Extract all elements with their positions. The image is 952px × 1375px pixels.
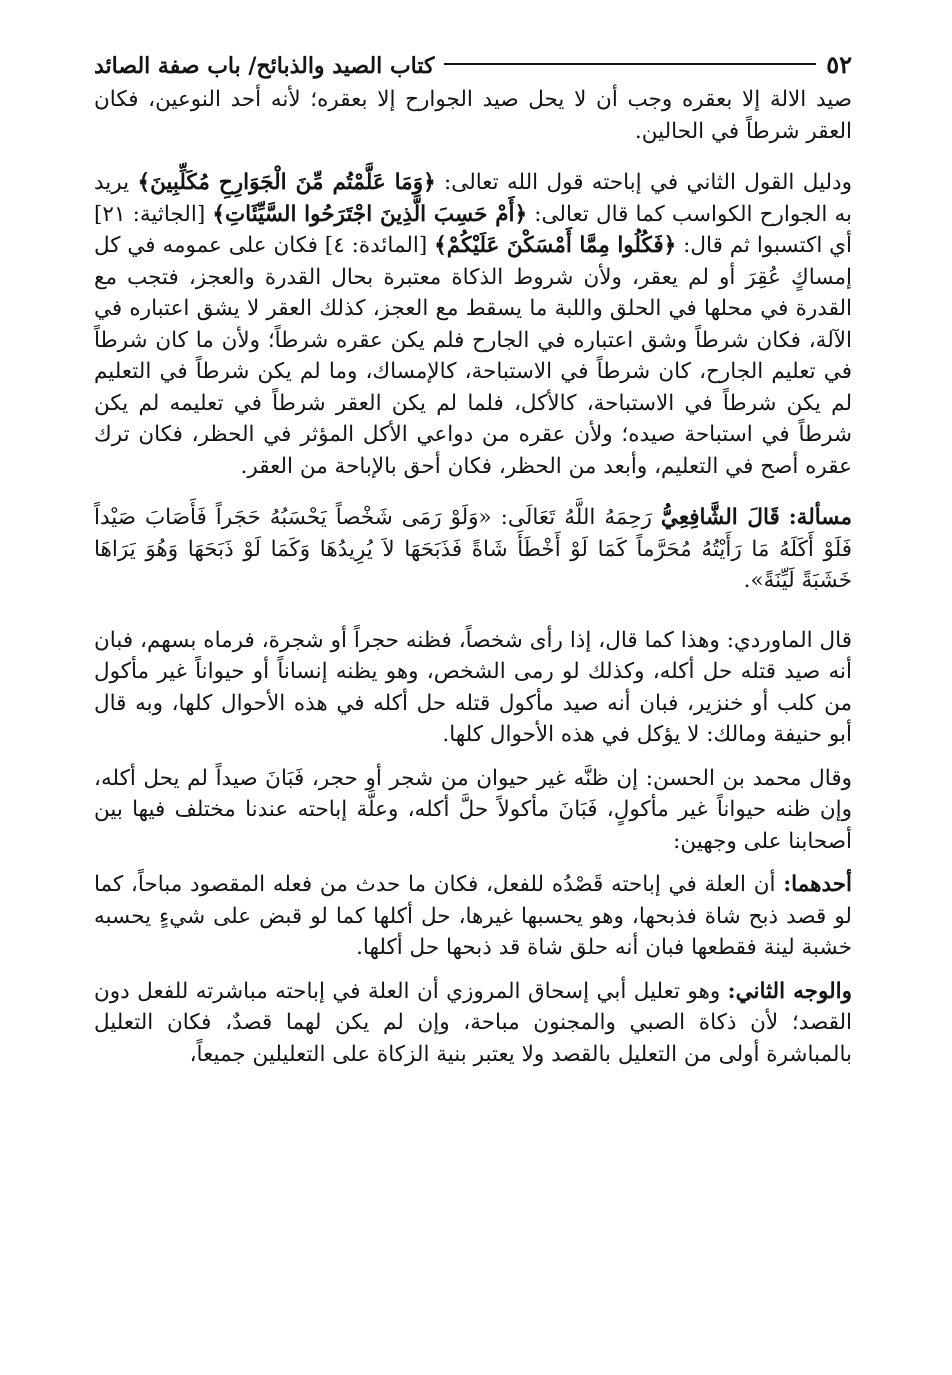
- p2-part-d: [المائدة: ٤] فكان على عمومه في كل إمساكٍ عُقِرَ أو لم يعقر، ولأن شروط الذكاة معتبرة بحال القدرة والعجز، فتجب مع القدرة في محلها في الحلق واللبة ما يسقط مع العجز، كذلك العقر لا يشق اعتباره في الآلة، فكان شرطاً وشق اعتباره في الجارح فلم يكن عقره شرطاً؛ ولأن ما كان شرطاً في تعليم الجارح، كان شرطاً في الاستباحة، كالإمساك، وما لم يكن شرطاً في التعليم لم يكن شرطاً في الاستباحة، كالأكل، فلما لم يكن العقر شرطاً في تعليمه لم يكن شرطاً في استباحة صيده؛ ولأن عقره من دواعي الأكل المؤثر في الحظر، فكان ترك عقره أصح في التعليم، وأبعد من الحظر، فكان أحق بالإباحة من العقر.: [94, 233, 852, 479]
- first-aspect-label: أحدهما:: [783, 872, 852, 897]
- paragraph-1-text: صيد الالة إلا بعقره وجب أن لا يحل صيد الجوارح إلا بعقره؛ لأنه أحد النوعين، فكان العقر شرطاً في الحالين.: [94, 87, 852, 144]
- p2-part-c: [الجاثية: ٢١] أي اكتسبوا ثم قال:: [94, 201, 852, 258]
- paragraph-5: [94, 763, 852, 858]
- paragraph-5-text: وقال محمد بن الحسن: إن ظنَّه غير حيوان من شجر أو حجر، فَبَانَ صيداً لم يحل أكله، وإن ظنه حيواناً غير مأكولٍ، فَبَانَ مأكولاً حلَّ أكله، وعلَّة إباحته عندنا مختلف فيها بين أصحابنا على وجهين:: [94, 765, 852, 854]
- quran-verse-3: ﴿فَكُلُوا مِمَّا أَمْسَكْنَ عَلَيْكُمْ﴾: [434, 233, 677, 258]
- paragraph-1: [94, 84, 852, 147]
- second-aspect-text: وهو تعليل أبي إسحاق المروزي أن العلة في إباحته مباشرته للفعل دون القصد؛ لأن ذكاة الصبي والمجنون مباحة، وإن لم يكن لهما قصدٌ، فكان التعليل بالمباشرة أولى من التعليل بالقصد ولا يعتبر بنية الزكاة على التعليلين جميعاً،: [94, 978, 852, 1067]
- page-header: [94, 50, 852, 84]
- first-aspect-text: أن العلة في إباحته قَصْدُه للفعل، فكان ما حدث من فعله المقصود مباحاً، كما لو قصد ذبح شاة فذبحها، وهو يحسبها غيرها، حل أكلها كما لو قبض على شيءٍ يحسبه خشبة لينة فقطعها فبان أنه حلق شاة قد ذبحها حل أكلها.: [94, 872, 852, 960]
- running-title: كتاب الصيد والذبائح/ باب صفة الصائد: [94, 53, 435, 79]
- paragraph-2: [94, 167, 852, 482]
- paragraph-6: [94, 869, 852, 964]
- paragraph-4-text: قال الماوردي: وهذا كما قال، إذا رأى شخصاً، فظنه حجراً أو شجرة، فرماه بسهم، فبان أنه صيد قتله حل أكله، وكذلك لو رمى الشخص، وهو يظنه إنساناً أو حيواناً غير مأكول من كلب أو خنزير، فبان أنه صيد مأكول قتله حل أكله في هذه الأحوال كلها، وبه قال أبو حنيفة ومالك: لا يؤكل في هذه الأحوال كلها.: [94, 627, 852, 747]
- header-rule: [444, 63, 816, 65]
- page-number: ٥٢: [826, 50, 852, 79]
- shafii-name: قَالَ الشَّافِعِيُّ: [660, 505, 780, 530]
- p2-part-b: يريد به الجوارح الكواسب كما قال تعالى:: [94, 170, 852, 227]
- quran-verse-2: ﴿أَمْ حَسِبَ الَّذِينَ اجْتَرَحُوا السَّيِّئَاتِ﴾: [212, 201, 528, 227]
- paragraph-3-masala: [94, 502, 852, 597]
- quran-verse-1: ﴿وَمَا عَلَّمْتُم مِّنَ الْجَوَارِحِ مُكَلِّبِينَ﴾: [137, 170, 436, 195]
- p2-part-a: ودليل القول الثاني في إباحته قول الله تعالى:: [444, 170, 853, 195]
- second-aspect-label: والوجه الثاني:: [727, 978, 852, 1004]
- masala-label: مسألة:: [788, 505, 852, 530]
- paragraph-4: [94, 625, 852, 751]
- paragraph-7: [94, 976, 852, 1071]
- masala-text: رَحِمَهُ اللَّهُ تَعَالَى: «وَلَوْ رَمَى شَخْصاً يَحْسَبُهُ حَجَراً فَأَصَابَ صَيْداً فَلَوْ أَكَلَهُ مَا رَأَيْتُهُ مُحَرَّماً كَمَا لَوْ أَخْطَأَ شَاةً فَذَبَحَهَا لاَ يُرِيدُهَا وَكَمَا لَوْ ذَبَحَهَا وَهُوَ يَرَاهَا خَشَبَةً لَيِّنَةً».: [94, 505, 852, 593]
